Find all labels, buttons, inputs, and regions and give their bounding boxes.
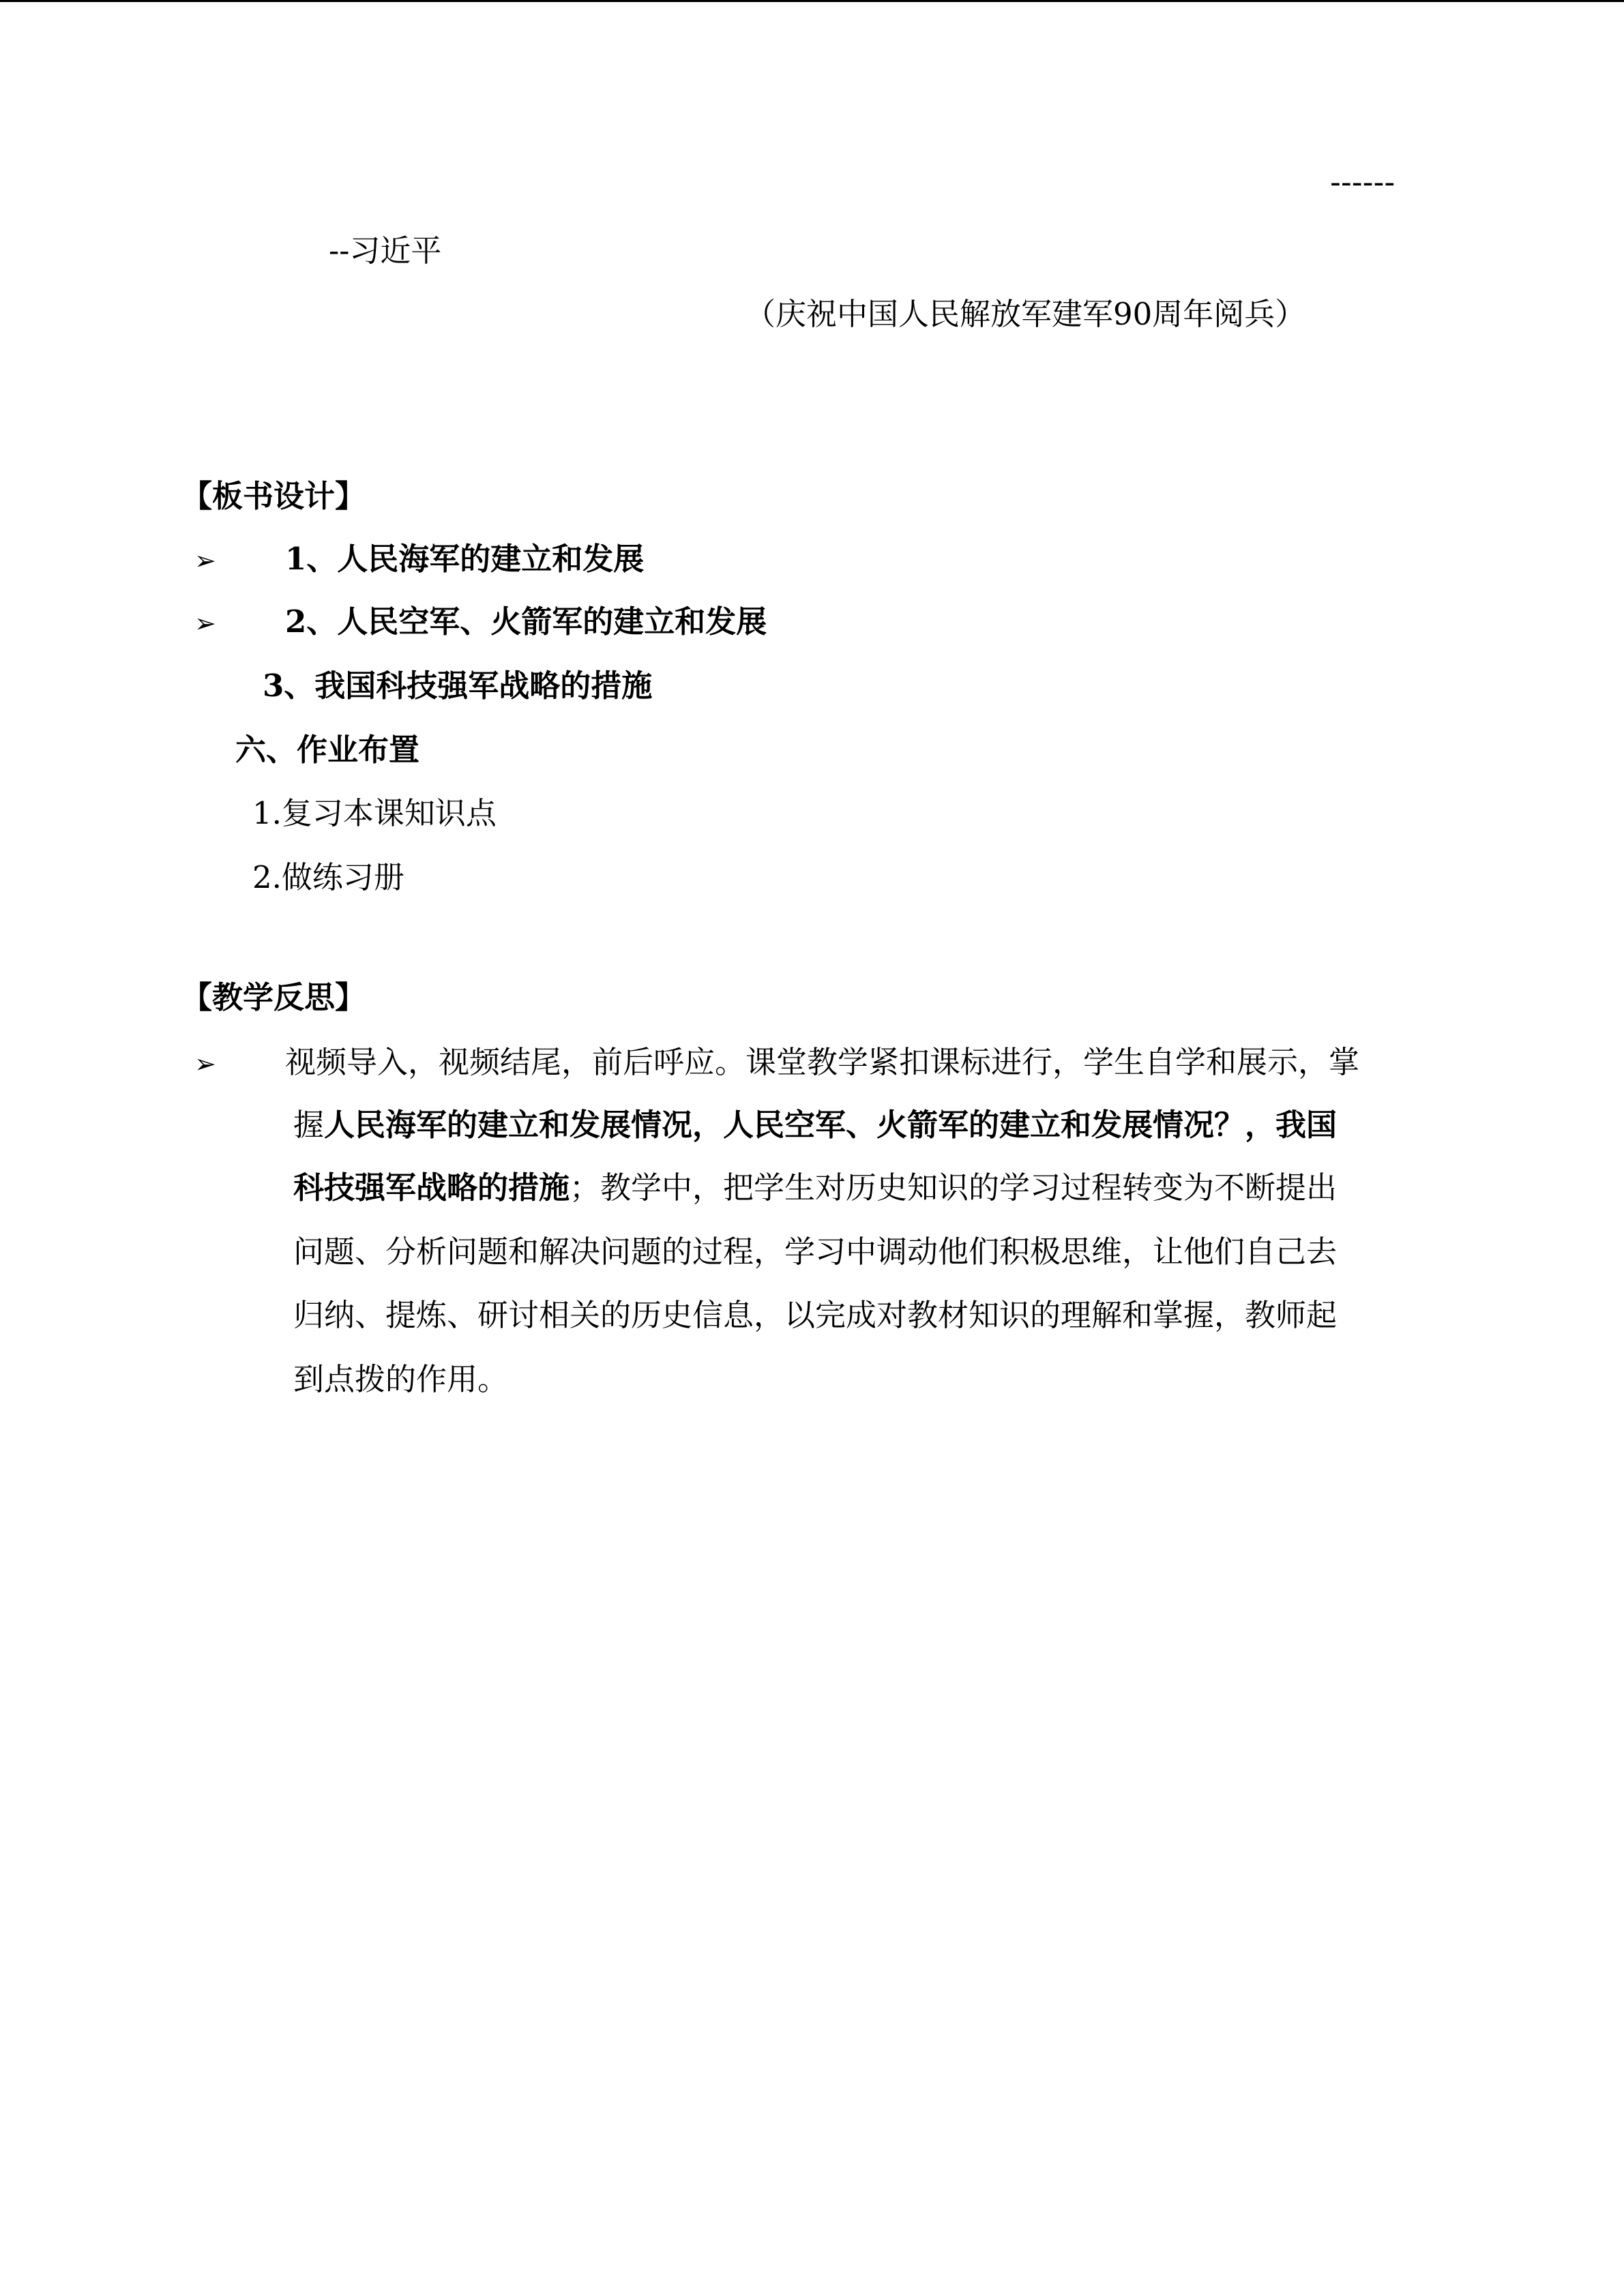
reflection-line-2-prefix: 握 (293, 1107, 325, 1143)
dash-line: ------ (1330, 165, 1396, 200)
board-item-3: 3、我国科技强军战略的措施 (263, 668, 653, 704)
quote-author: --习近平 (329, 233, 442, 269)
reflection-line-2-bold: 人民海军的建立和发展情况，人民空军、火箭军的建立和发展情况？，我国 (324, 1107, 1338, 1143)
bullet-arrow-icon: ➢ (194, 1049, 216, 1079)
reflection-line-1: 视频导入，视频结尾，前后呼应。课堂教学紧扣课标进行，学生自学和展示，掌 (285, 1044, 1360, 1080)
homework-heading: 六、作业布置 (235, 732, 420, 768)
board-design-heading: 【板书设计】 (181, 478, 366, 514)
homework-item-2: 2.做练习册 (252, 859, 404, 895)
reflection-line-4: 问题、分析问题和解决问题的过程，学习中调动他们积极思维，让他们自己去 (293, 1234, 1338, 1270)
reflection-line-6: 到点拨的作用。 (293, 1361, 509, 1397)
quote-source: （庆祝中国人民解放军建军90周年阅兵） (745, 296, 1306, 332)
bullet-arrow-icon: ➢ (194, 546, 216, 576)
reflection-line-3-rest: ；教学中，把学生对历史知识的学习过程转变为不断提出 (570, 1169, 1338, 1206)
homework-item-1: 1.复习本课知识点 (252, 795, 497, 831)
reflection-heading: 【教学反思】 (181, 979, 366, 1015)
bullet-arrow-icon: ➢ (194, 608, 216, 638)
reflection-line-3-bold: 科技强军战略的措施 (293, 1169, 570, 1206)
board-item-2: 2、人民空军、火箭军的建立和发展 (285, 603, 767, 640)
reflection-line-5: 归纳、提炼、研讨相关的历史信息，以完成对教材知识的理解和掌握，教师起 (293, 1297, 1338, 1333)
reflection-line-2 (293, 1107, 1338, 1143)
page-top-border (0, 0, 1624, 2)
reflection-line-3 (293, 1169, 1338, 1206)
board-item-1: 1、人民海军的建立和发展 (285, 541, 645, 577)
